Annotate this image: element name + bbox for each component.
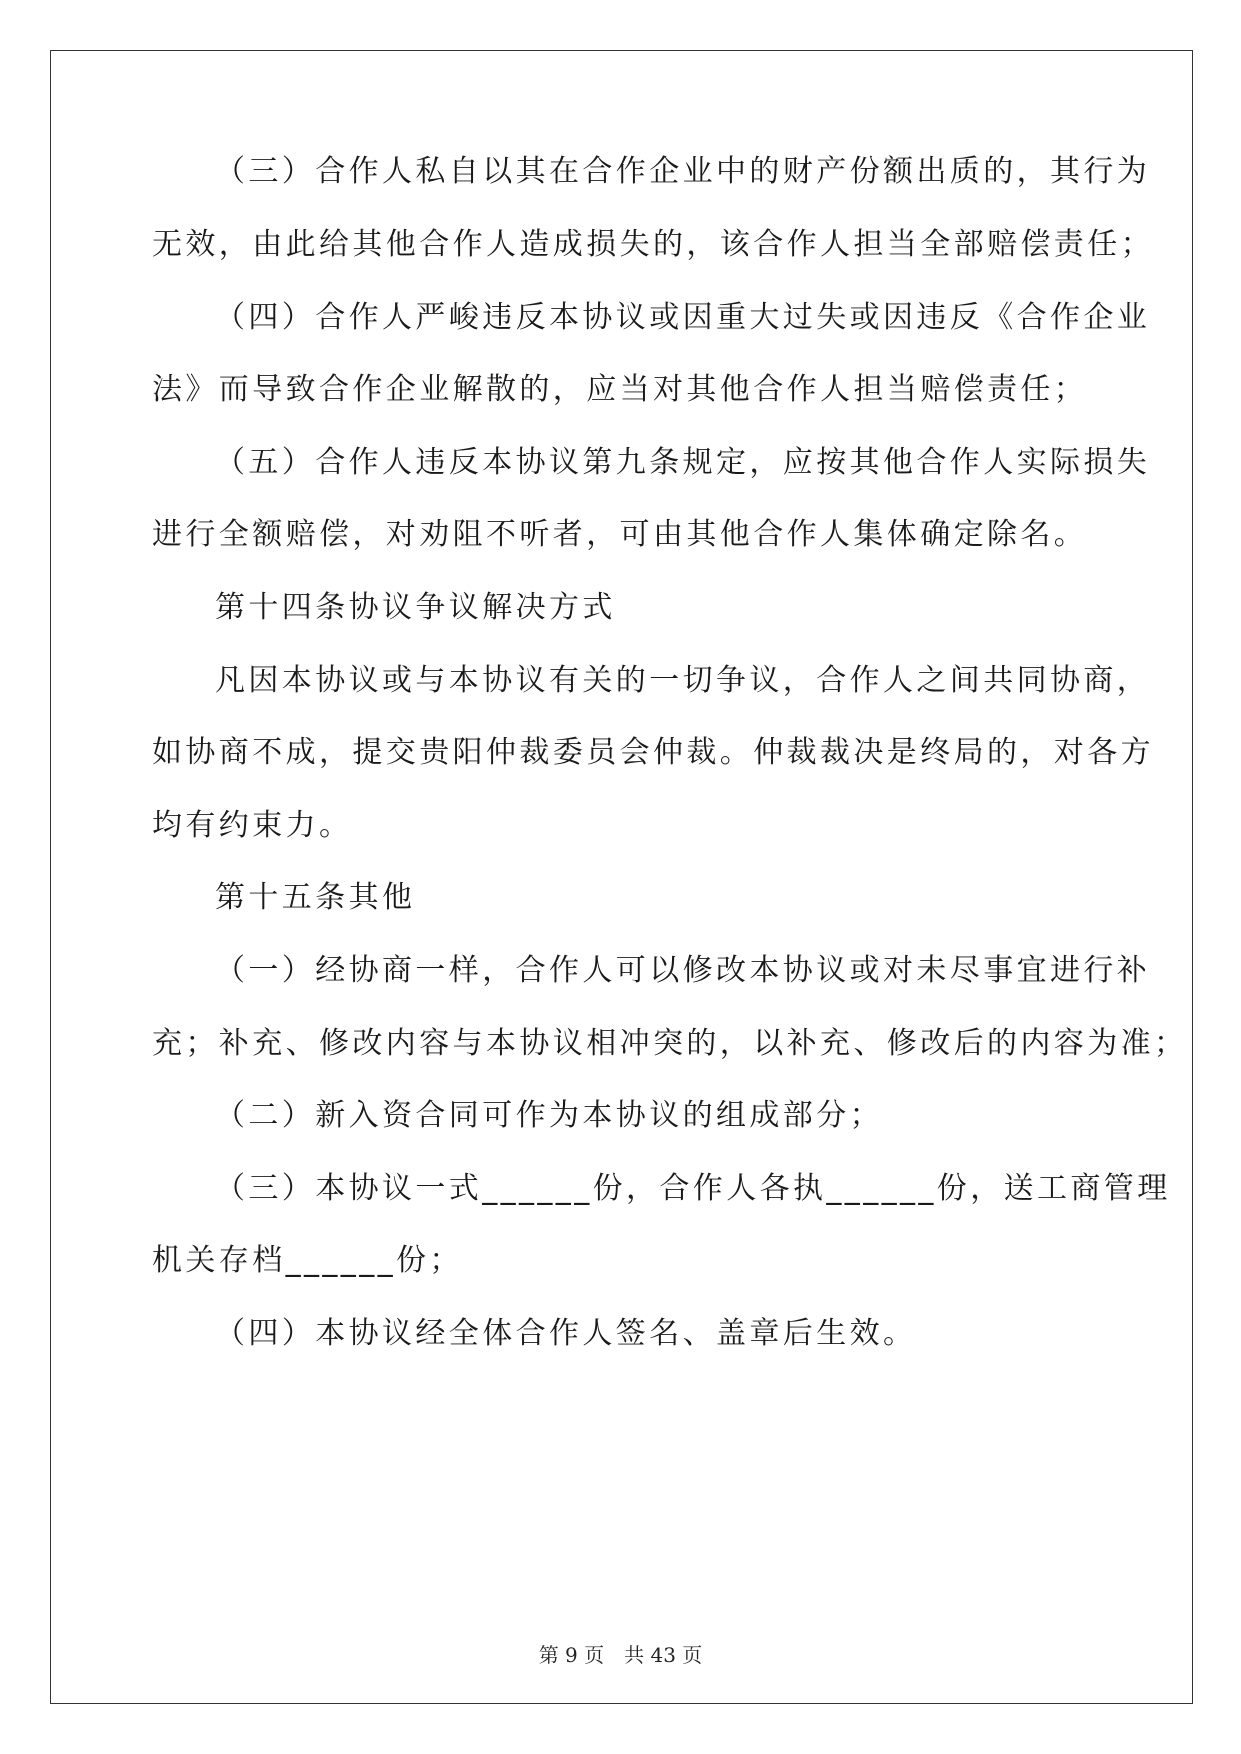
paragraph-line: 机关存档______份；: [152, 1243, 463, 1278]
paragraph-line: 进行全额赔偿，对劝阻不听者，可由其他合作人集体确定除名。: [152, 517, 1088, 552]
paragraph-line: （五）合作人违反本协议第九条规定，应按其他合作人实际损失: [215, 445, 1151, 480]
paragraph-line: 均有约束力。: [152, 808, 353, 843]
paragraph-line: 如协商不成，提交贵阳仲裁委员会仲裁。仲裁裁决是终局的，对各方: [152, 735, 1154, 770]
page-number: 第 9 页 共 43 页: [538, 1643, 703, 1667]
paragraph-line: 无效，由此给其他合作人造成损失的，该合作人担当全部赔偿责任；: [152, 227, 1154, 262]
paragraph-line: （二）新入资合同可作为本协议的组成部分；: [215, 1098, 883, 1133]
paragraph-line: （三）合作人私自以其在合作企业中的财产份额出质的，其行为: [215, 154, 1151, 189]
section-heading: 第十五条其他: [215, 880, 416, 915]
section-heading: 第十四条协议争议解决方式: [215, 590, 616, 625]
paragraph-line: （四）合作人严峻违反本协议或因重大过失或因违反《合作企业: [215, 300, 1151, 335]
paragraph-line: （四）本协议经全体合作人签名、盖章后生效。: [215, 1316, 917, 1351]
paragraph-line: （一）经协商一样，合作人可以修改本协议或对未尽事宜进行补: [215, 953, 1151, 988]
paragraph-line: 凡因本协议或与本协议有关的一切争议，合作人之间共同协商，: [215, 663, 1151, 698]
paragraph-line: 法》而导致合作企业解散的，应当对其他合作人担当赔偿责任；: [152, 372, 1088, 407]
paragraph-line: 充；补充、修改内容与本协议相冲突的，以补充、修改后的内容为准；: [152, 1026, 1188, 1061]
paragraph-line: （三）本协议一式______份，合作人各执______份，送工商管理: [215, 1171, 1171, 1206]
